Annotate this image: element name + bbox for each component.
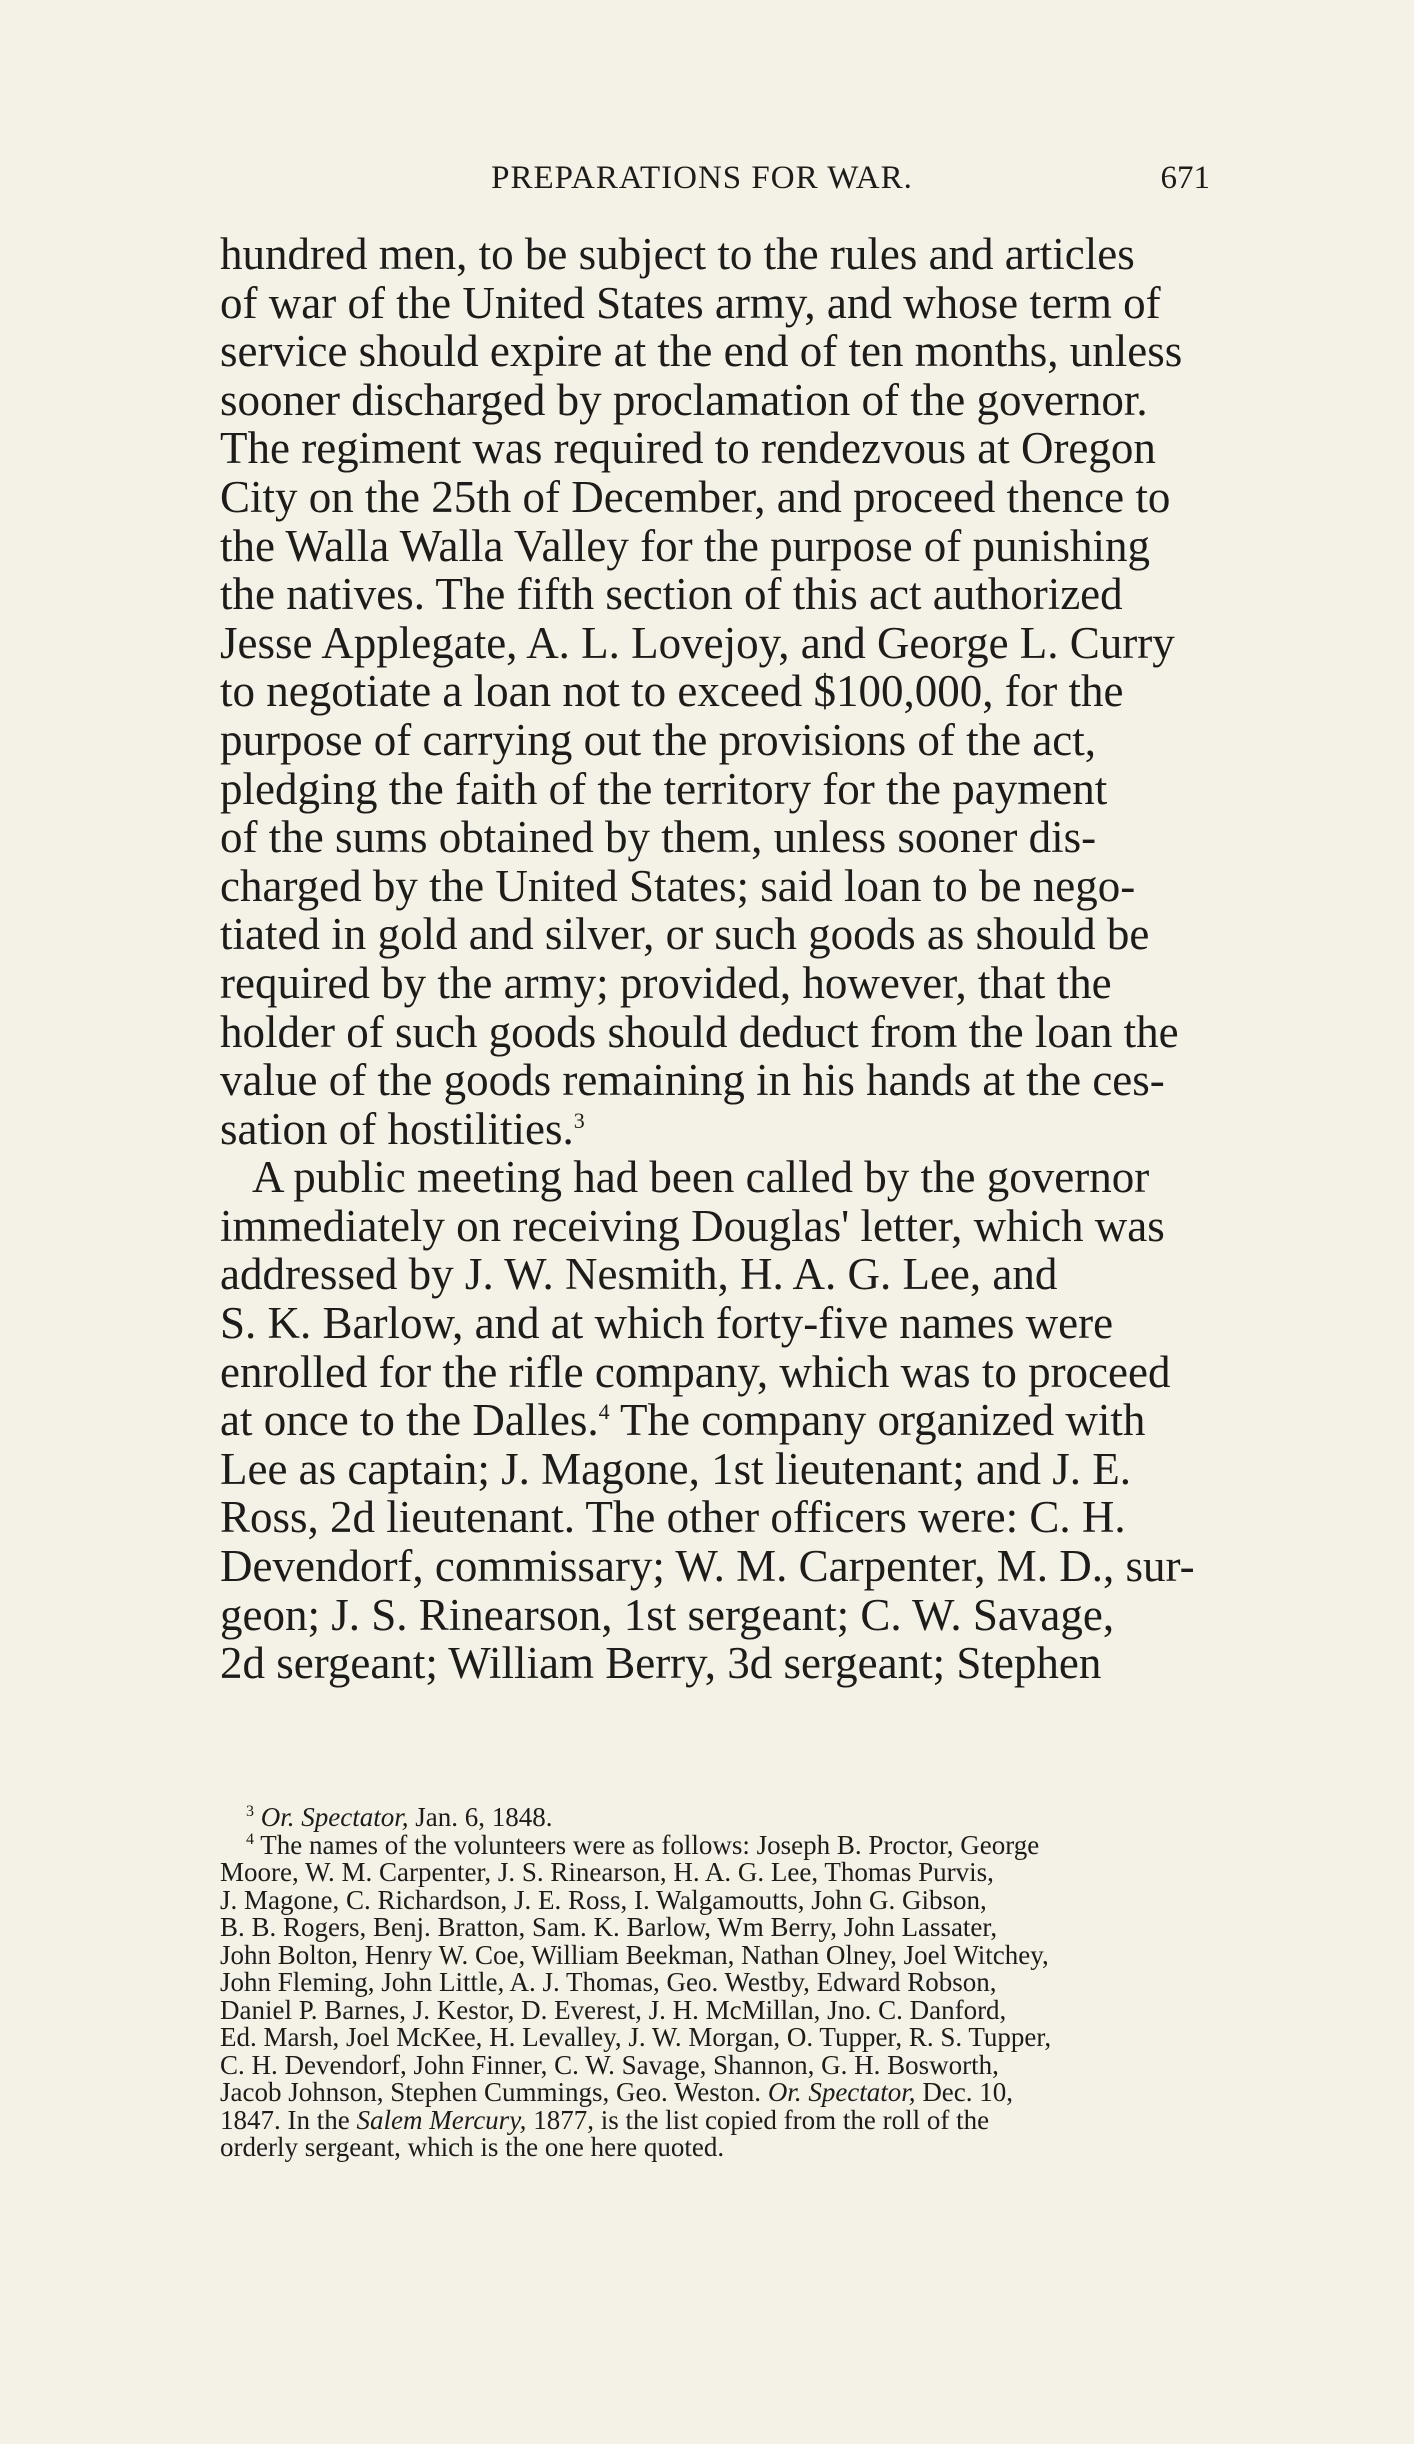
text-line bbox=[220, 1396, 1212, 1445]
footnotes bbox=[220, 1804, 1212, 2162]
text-line: holder of such goods should deduct from the loan the bbox=[220, 1006, 1179, 1057]
text-line: A public meeting had been called by the governor bbox=[252, 1152, 1150, 1203]
source-title: Salem Mercury, bbox=[356, 2104, 527, 2135]
text-line: service should expire at the end of ten months, unless bbox=[220, 326, 1183, 377]
text-segment: The company organized with bbox=[609, 1395, 1146, 1446]
footnote-mark: 3 bbox=[246, 1803, 254, 1820]
footnote-ref-3[interactable]: 3 bbox=[573, 1107, 585, 1133]
footnote-text: Jacob Johnson, Stephen Cummings, Geo. Weston. bbox=[220, 2077, 768, 2107]
text-line bbox=[220, 1105, 1212, 1154]
text-line: S. K. Barlow, and at which forty-five names were bbox=[220, 1298, 1114, 1349]
footnote-text: Jan. 6, 1848. bbox=[408, 1802, 553, 1832]
text-line: hundred men, to be subject to the rules and articles bbox=[220, 229, 1135, 279]
main-text bbox=[220, 230, 1212, 1688]
footnote-4 bbox=[220, 1829, 1212, 1860]
footnote-line: orderly sergeant, which is the one here quoted. bbox=[220, 2132, 725, 2162]
text-line: Ross, 2d lieutenant. The other officers were: C. H. bbox=[220, 1492, 1126, 1543]
footnote-text: Dec. 10, bbox=[915, 2077, 1014, 2107]
footnote-line: John Fleming, John Little, A. J. Thomas, Geo. Westby, Edward Robson, bbox=[220, 1967, 997, 1997]
text-line: Jesse Applegate, A. L. Lovejoy, and George L. Curry bbox=[220, 617, 1175, 668]
footnote-line: C. H. Devendorf, John Finner, C. W. Savage, Shannon, G. H. Bosworth, bbox=[220, 2049, 999, 2080]
text-line: tiated in gold and silver, or such goods as should be bbox=[220, 909, 1150, 960]
text-line: value of the goods remaining in his hands at the ces- bbox=[220, 1055, 1165, 1106]
footnote-line: B. B. Rogers, Benj. Bratton, Sam. K. Barlow, Wm Berry, John Lassater, bbox=[220, 1912, 998, 1942]
text-line: required by the army; provided, however, that the bbox=[220, 957, 1112, 1008]
footnote-line: John Bolton, Henry W. Coe, William Beekman, Nathan Olney, Joel Witchey, bbox=[220, 1939, 1049, 1970]
text-line: the natives. The fifth section of this act authorized bbox=[220, 569, 1123, 620]
footnote-line bbox=[220, 2104, 1212, 2135]
text-line: charged by the United States; said loan to be nego- bbox=[220, 860, 1136, 911]
text-line: of war of the United States army, and whose term of bbox=[220, 277, 1161, 328]
running-head bbox=[220, 158, 1210, 198]
footnote-line: Moore, W. M. Carpenter, J. S. Rinearson, H. A. G. Lee, Thomas Purvis, bbox=[220, 1857, 994, 1887]
text-line: addressed by J. W. Nesmith, H. A. G. Lee, and bbox=[220, 1249, 1058, 1300]
footnote-text: 1877, is the list copied from the roll of the bbox=[526, 2104, 990, 2135]
text-line: of the sums obtained by them, unless sooner dis- bbox=[220, 812, 1097, 863]
text-line: geon; J. S. Rinearson, 1st sergeant; C. W. Savage, bbox=[220, 1589, 1115, 1640]
page-number: 671 bbox=[1160, 160, 1210, 196]
text-line: Devendorf, commissary; W. M. Carpenter, M. D., sur- bbox=[220, 1541, 1195, 1592]
text-line: 2d sergeant; William Berry, 3d sergeant; Stephen bbox=[220, 1638, 1102, 1689]
text-line: The regiment was required to rendezvous at Oregon bbox=[220, 423, 1156, 474]
footnote-3 bbox=[220, 1804, 1212, 1832]
footnote-ref-4[interactable]: 4 bbox=[598, 1399, 610, 1425]
text-segment: sation of hostilities. bbox=[220, 1103, 574, 1154]
text-line: Lee as captain; J. Magone, 1st lieutenant; and J. E. bbox=[220, 1443, 1131, 1494]
text-line: to negotiate a loan not to exceed $100,000, for the bbox=[220, 666, 1124, 717]
text-line: enrolled for the rifle company, which was to proceed bbox=[220, 1346, 1171, 1397]
text-line: pledging the faith of the territory for the payment bbox=[220, 763, 1108, 814]
footnote-text: 1847. In the bbox=[220, 2104, 357, 2135]
footnote-mark: 4 bbox=[246, 1830, 254, 1848]
text-line: purpose of carrying out the provisions of the act, bbox=[220, 714, 1097, 765]
source-title: Or. Spectator, bbox=[260, 1802, 409, 1832]
footnote-line: J. Magone, C. Richardson, J. E. Ross, I. Walgamoutts, John G. Gibson, bbox=[220, 1884, 987, 1915]
footnote-line bbox=[220, 2079, 1212, 2107]
footnote-line: Ed. Marsh, Joel McKee, H. Levalley, J. W. Morgan, O. Tupper, R. S. Tupper, bbox=[220, 2022, 1052, 2052]
text-line: the Walla Walla Valley for the purpose of punishing bbox=[220, 520, 1151, 571]
footnote-line: Daniel P. Barnes, J. Kestor, D. Everest, J. H. McMillan, Jno. C. Danford, bbox=[220, 1994, 1007, 2025]
text-line: City on the 25th of December, and proceed thence to bbox=[220, 471, 1171, 522]
text-line: sooner discharged by proclamation of the governor. bbox=[220, 374, 1148, 425]
text-line: immediately on receiving Douglas' letter, which was bbox=[220, 1200, 1165, 1251]
text-segment: at once to the Dalles. bbox=[220, 1395, 599, 1446]
source-title: Or. Spectator, bbox=[767, 2077, 916, 2107]
running-head-title: PREPARATIONS FOR WAR. bbox=[491, 160, 913, 196]
footnote-text: The names of the volunteers were as follows: Joseph B. Proctor, George bbox=[260, 1829, 1040, 1860]
